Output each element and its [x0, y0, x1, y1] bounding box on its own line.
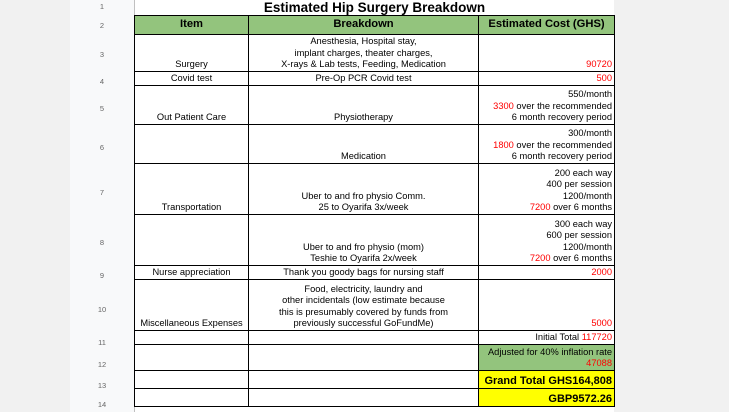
- row-headers: [70, 0, 135, 412]
- header-breakdown[interactable]: Breakdown: [249, 15, 479, 34]
- row-number-11[interactable]: 11: [98, 338, 106, 347]
- cost-period-line: 6 month recovery period: [511, 112, 613, 123]
- initial-total-label: Initial Total: [535, 332, 582, 343]
- cost-amount: 7200: [529, 253, 551, 264]
- cost-rate-line: 550/month: [568, 89, 613, 100]
- header-cost[interactable]: Estimated Cost (GHS): [479, 15, 615, 34]
- cell-item-surgery[interactable]: Surgery: [135, 34, 249, 71]
- cell-cost-medication[interactable]: [479, 124, 615, 163]
- cell-empty-a13[interactable]: [135, 370, 249, 388]
- cell-breakdown-outpatient[interactable]: Physiotherapy: [249, 85, 479, 124]
- cell-cost-transport-mom[interactable]: [479, 214, 615, 265]
- cell-item-misc[interactable]: Miscellaneous Expenses: [135, 279, 249, 330]
- row-number-2[interactable]: 2: [99, 21, 105, 30]
- cell-inflation[interactable]: [479, 344, 615, 370]
- cell-cost-transport-comm[interactable]: [479, 163, 615, 214]
- cell-empty-b11[interactable]: [249, 330, 479, 344]
- row-number-12[interactable]: 12: [97, 360, 107, 369]
- row-number-4[interactable]: 4: [99, 77, 105, 86]
- cost-line: 200 each way: [554, 167, 613, 178]
- cost-line: 300 each way: [554, 218, 613, 229]
- transport-breakdown-line: Uber to and fro physio (mom): [303, 241, 424, 252]
- row-number-7[interactable]: 7: [99, 188, 105, 197]
- cell-cost-covid[interactable]: 500: [479, 71, 615, 85]
- transport-breakdown-line: Uber to and fro physio Comm.: [301, 190, 426, 201]
- misc-breakdown-line: Food, electricity, laundry and: [304, 283, 423, 294]
- cell-cost-surgery[interactable]: 90720: [479, 34, 615, 71]
- cell-breakdown-surgery[interactable]: [249, 34, 479, 71]
- cost-note: over the recommended: [513, 100, 613, 111]
- cell-empty-a12[interactable]: [135, 344, 249, 370]
- cell-cost-nurse[interactable]: 2000: [479, 265, 615, 279]
- row-number-14[interactable]: 14: [97, 400, 107, 409]
- left-margin: [0, 0, 70, 412]
- cost-table: [134, 0, 615, 407]
- row-number-1[interactable]: 1: [99, 2, 105, 11]
- surgery-breakdown-line: X-rays & Lab tests, Feeding, Medication: [281, 59, 446, 70]
- cost-line: 1200/month: [562, 241, 613, 252]
- cost-amount-line: [481, 253, 612, 264]
- cell-empty-a14[interactable]: [135, 388, 249, 406]
- cell-item-transportation[interactable]: Transportation: [135, 163, 249, 214]
- right-margin: [614, 0, 729, 412]
- cell-cost-outpatient[interactable]: [479, 85, 615, 124]
- inflation-value: 47088: [586, 358, 613, 369]
- cell-item-outpatient[interactable]: Out Patient Care: [135, 85, 249, 124]
- cost-line: 400 per session: [546, 179, 613, 190]
- cost-note: over the recommended: [513, 139, 613, 150]
- cell-item-nurse[interactable]: Nurse appreciation: [135, 265, 249, 279]
- cell-empty-b14[interactable]: [249, 388, 479, 406]
- header-item[interactable]: Item: [135, 15, 249, 34]
- cell-initial-total[interactable]: [479, 330, 615, 344]
- transport-breakdown-line: Teshie to Oyarifa 2x/week: [310, 253, 417, 264]
- cell-item-medication[interactable]: [135, 124, 249, 163]
- row-number-8[interactable]: 8: [99, 238, 105, 247]
- misc-breakdown-line: this is presumably covered by funds from: [279, 306, 448, 317]
- cost-rate-line: 300/month: [568, 128, 613, 139]
- cell-breakdown-misc[interactable]: [249, 279, 479, 330]
- cell-breakdown-nurse[interactable]: Thank you goody bags for nursing staff: [249, 265, 479, 279]
- initial-total-value: 117720: [581, 332, 613, 343]
- cost-amount-line: [481, 202, 612, 213]
- cost-amount-line: [481, 140, 612, 151]
- row-number-13[interactable]: 13: [97, 381, 107, 390]
- cell-cost-misc[interactable]: 5000: [479, 279, 615, 330]
- cell-grand-total[interactable]: Grand Total GHS164,808: [479, 370, 615, 388]
- cell-breakdown-covid[interactable]: Pre-Op PCR Covid test: [249, 71, 479, 85]
- row-number-10[interactable]: 10: [97, 305, 107, 314]
- cell-item-transport-mom[interactable]: [135, 214, 249, 265]
- cost-line: 1200/month: [562, 190, 613, 201]
- cell-empty-b12[interactable]: [249, 344, 479, 370]
- row-number-3[interactable]: 3: [99, 50, 105, 59]
- cell-breakdown-transport-comm[interactable]: [249, 163, 479, 214]
- cost-amount: 1800: [493, 139, 514, 150]
- inflation-label: Adjusted for 40% inflation rate: [487, 346, 613, 357]
- cost-note: over 6 months: [550, 202, 613, 213]
- cost-amount: 3300: [493, 100, 514, 111]
- misc-breakdown-line: previously successful GoFundMe): [293, 318, 434, 329]
- cost-amount-line: [481, 101, 612, 112]
- cost-period-line: 6 month recovery period: [511, 151, 613, 162]
- surgery-breakdown-line: Anesthesia, Hospital stay,: [310, 36, 417, 47]
- cell-empty-a11[interactable]: [135, 330, 249, 344]
- surgery-breakdown-line: implant charges, theater charges,: [294, 47, 433, 58]
- cost-amount: 7200: [529, 202, 551, 213]
- cell-breakdown-transport-mom[interactable]: [249, 214, 479, 265]
- cost-note: over 6 months: [550, 253, 613, 264]
- cell-breakdown-medication[interactable]: Medication: [249, 124, 479, 163]
- row-number-9[interactable]: 9: [99, 271, 105, 280]
- cell-empty-b13[interactable]: [249, 370, 479, 388]
- cell-item-covid[interactable]: Covid test: [135, 71, 249, 85]
- row-number-5[interactable]: 5: [99, 104, 105, 113]
- misc-breakdown-line: other incidentals (low estimate because: [282, 295, 445, 306]
- row-number-6[interactable]: 6: [99, 143, 105, 152]
- transport-breakdown-line: 25 to Oyarifa 3x/week: [318, 202, 409, 213]
- cost-line: 600 per session: [546, 230, 613, 241]
- cell-gbp-total[interactable]: GBP9572.26: [479, 388, 615, 406]
- sheet-title[interactable]: Estimated Hip Surgery Breakdown: [263, 0, 486, 15]
